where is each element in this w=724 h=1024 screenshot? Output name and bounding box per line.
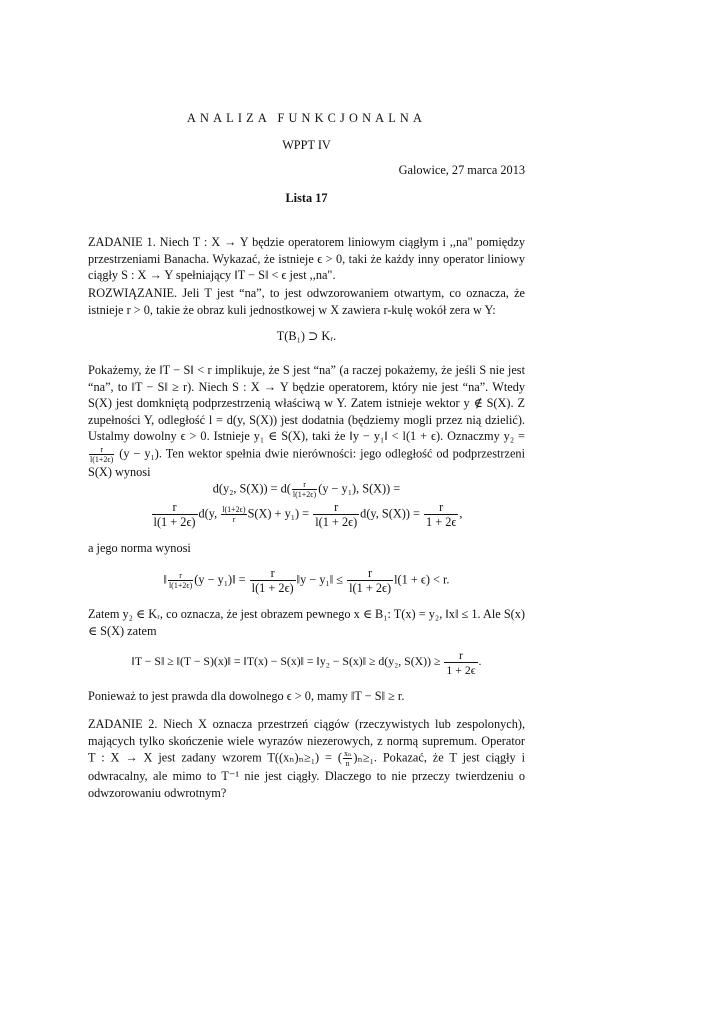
solution-paragraph-1 (88, 285, 525, 318)
eq3-part-c: ‖y − y₁‖ ≤ (296, 572, 344, 587)
eq2-fraction-2 (313, 500, 359, 529)
list-heading: Lista 17 (285, 191, 328, 205)
eq3-fraction-2-den: l(1 + 2ϵ) (349, 581, 392, 595)
eq4-fraction-num: r (458, 648, 463, 662)
inline-fraction (89, 445, 114, 464)
eq2-fraction-2-num: r (334, 500, 339, 514)
eq2-line1-fraction-den: l(1+2ϵ) (292, 490, 317, 499)
task-2 (88, 716, 525, 801)
eq3-part-b: (y − y₁)‖ = (194, 572, 246, 587)
eq3-fraction-1-den: l(1 + 2ϵ) (251, 581, 294, 595)
task-2-label: ZADANIE 2. (88, 717, 158, 731)
document-title: ANALIZA FUNKCJONALNA (186, 111, 427, 125)
eq2-line1-part-a: d(y₂, S(X)) = d( (212, 481, 291, 496)
solution-paragraph-4: Zatem y₂ ∈ Kᵣ, co oznacza, że jest obrazem pewnego x ∈ B₁: T(x) = y₂, ‖x‖ ≤ 1. Ale S(x) ∈ S(X) zatem (88, 607, 525, 638)
eq2-fraction-3 (424, 500, 458, 529)
inline-fraction-den: l(1+2ϵ) (90, 454, 114, 464)
place-date: Galowice, 27 marca 2013 (398, 163, 525, 177)
document-subtitle: WPPT IV (282, 138, 331, 152)
task-1-label: ZADANIE 1. (88, 235, 156, 249)
eq2-line2-part-b: S(X) + y₁) = (247, 506, 310, 521)
eq2-fraction-2-den: l(1 + 2ϵ) (315, 515, 358, 529)
eq2-comma: , (459, 506, 463, 521)
eq3-part-a: ‖ (163, 572, 167, 587)
solution-paragraph-3: a jego norma wynosi (88, 541, 191, 555)
eq2-line2-part-a: d(y, (198, 506, 218, 521)
solution-label: ROZWIĄZANIE. (88, 286, 178, 300)
eq2-small-fraction-num: l(1+2ϵ) (222, 505, 246, 514)
eq2-small-fraction (221, 505, 246, 524)
eq2-fraction-3-den: 1 + 2ϵ (426, 515, 457, 529)
eq3-small-fraction-den: l(1+2ϵ) (168, 581, 193, 590)
solution-text-2a: Pokażemy, że ‖T − S‖ < r implikuje, że S jest “na” (a raczej pokażemy, że jeśli S nie jest “na”, to ‖T − S‖ ≥ r). Niech S : X → Y będzie operatorem, który nie jest “na”. Wtedy S(X) jest domkniętą podprzestrzenią właściwą w Y. Zatem istnieje wektor y ∉ S(X). Z zupełności Y, odległość l = d(y, S(X)) jest dodatnia (będziemy mogli przez nią dzielić). Ustalmy dowolny ϵ > 0. Istnieje y₁ ∈ S(X), taki że ‖y − y₁‖ < l(1 + ϵ). Oznaczmy y₂ = (88, 363, 525, 443)
eq2-fraction-1 (152, 500, 198, 529)
equation-2-line-2 (88, 500, 525, 529)
eq3-small-fraction-num: r (179, 571, 182, 580)
eq2-fraction-1-den: l(1 + 2ϵ) (153, 515, 196, 529)
eq4-fraction (444, 648, 477, 677)
eq3-part-d: l(1 + ϵ) < r. (394, 572, 450, 587)
inline-fraction-num: r (100, 444, 103, 454)
eq4-fraction-den: 1 + 2ϵ (446, 663, 476, 677)
task-2-text-a: Niech X oznacza przestrzeń ciągów (rzeczywistych lub zespolonych), mających tylko skończenie wiele wyrazów niezerowych, z normą supremum. Operator T : X → X jest zadany wzorem T((xₙ)ₙ≥₁) = ( (88, 717, 526, 765)
eq2-fraction-1-num: r (172, 500, 177, 514)
task-1 (88, 234, 525, 284)
task-2-text-b: )ₙ≥₁. Pokazać, że T jest ciągły i odwracalny, ale mimo to T⁻¹ nie jest ciągły. Dlaczego to nie przeczy twierdzeniu o odwzorowaniu odwrotnym? (88, 750, 525, 800)
task-2-fraction (343, 749, 352, 768)
eq2-line1-fraction-num: r (303, 480, 306, 489)
eq2-small-fraction-den: r (221, 514, 246, 524)
equation-2-line-1 (88, 480, 525, 499)
eq3-fraction-1-num: r (270, 566, 275, 580)
eq3-fraction-2 (347, 566, 393, 595)
eq2-line1-fraction (292, 480, 317, 499)
eq2-line1-part-b: (y − y₁), S(X)) = (318, 481, 401, 496)
equation-4 (88, 648, 525, 677)
solution-paragraph-5: Ponieważ to jest prawda dla dowolnego ϵ > 0, mamy ‖T − S‖ ≥ r. (88, 689, 405, 703)
task-1-text: Niech T : X → Y będzie operatorem liniowym ciągłym i ,,na" pomiędzy przestrzeniami Banacha. Wykazać, że istnieje ϵ > 0, taki że każdy inny operator liniowy ciągły S : X → Y spełniający ‖T − S‖ < ϵ jest ,,na". (88, 235, 525, 282)
task-2-fraction-num: xₙ (343, 749, 352, 758)
eq4-end: . (478, 654, 482, 669)
solution-paragraph-2 (88, 362, 525, 480)
eq3-fraction-1 (250, 566, 296, 595)
solution-text-2b: (y − y₁). Ten wektor spełnia dwie nierówności: jego odległość od podprzestrzeni S(X) wynosi (88, 445, 525, 479)
eq2-line2-part-c: d(y, S(X)) = (360, 506, 420, 521)
eq4-body: ‖T − S‖ ≥ ‖(T − S)(x)‖ = ‖T(x) − S(x)‖ = ‖y₂ − S(x)‖ ≥ d(y₂, S(X)) ≥ (131, 654, 441, 669)
equation-3 (88, 566, 525, 595)
eq2-fraction-3-num: r (439, 500, 444, 514)
task-2-fraction-den: n (343, 758, 352, 768)
solution-text-1: Jeli T jest “na”, to jest odwzorowaniem otwartym, co oznacza, że istnieje r > 0, takie że obraz kuli jednostkowej w X zawiera r-kulę wokół zera w Y: (88, 286, 525, 317)
eq3-small-fraction (168, 571, 193, 590)
equation-1: T(B₁) ⊃ Kᵣ. (276, 329, 337, 343)
eq3-fraction-2-num: r (368, 566, 373, 580)
